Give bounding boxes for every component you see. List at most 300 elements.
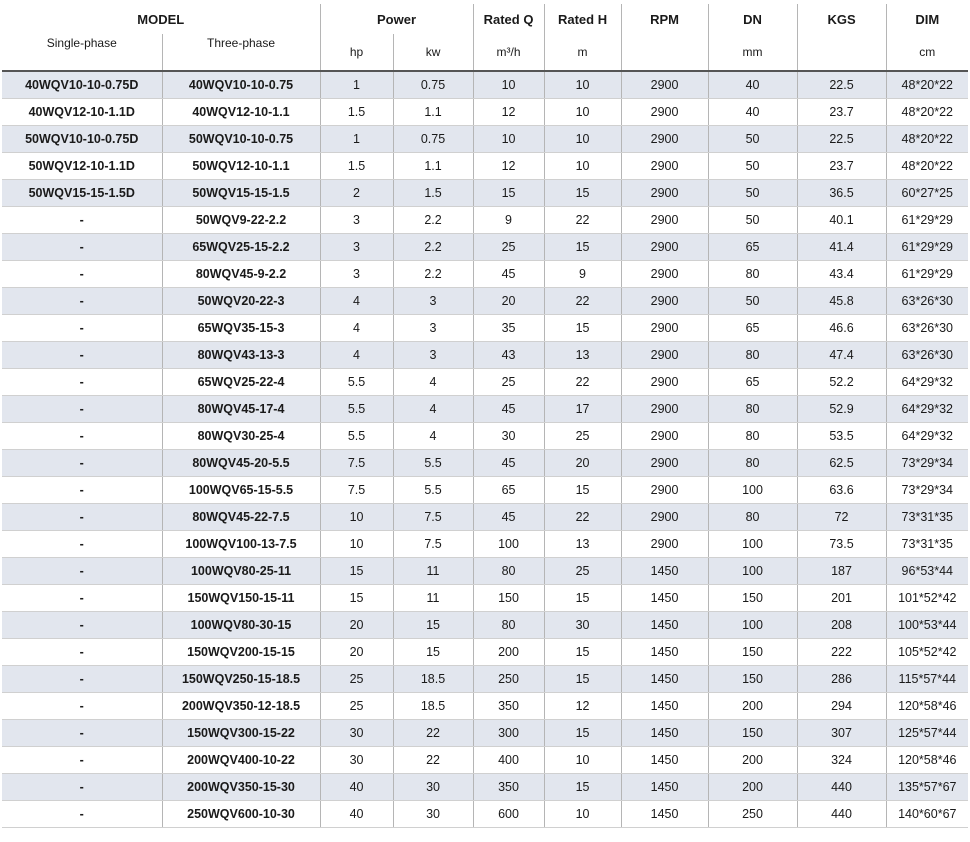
cell-kgs: 22.5 [797,71,886,98]
cell-power-kw: 3 [393,287,473,314]
cell-kgs: 222 [797,638,886,665]
cell-dim: 73*29*34 [886,476,968,503]
cell-dim: 115*57*44 [886,665,968,692]
cell-power-kw: 4 [393,368,473,395]
cell-single-phase-model: - [2,530,162,557]
table-row [2,449,968,476]
unit-kw: kw [393,34,473,71]
cell-power-kw: 3 [393,341,473,368]
table-row [2,233,968,260]
cell-kgs: 294 [797,692,886,719]
table-row [2,530,968,557]
cell-rated-h: 12 [544,692,621,719]
cell-rpm: 2900 [621,260,708,287]
cell-power-kw: 5.5 [393,476,473,503]
cell-three-phase-model: 40WQV10-10-0.75 [162,71,320,98]
cell-power-kw: 1.5 [393,179,473,206]
cell-rated-h: 15 [544,179,621,206]
table-row [2,746,968,773]
cell-power-hp: 40 [320,800,393,827]
cell-rated-q: 600 [473,800,544,827]
cell-kgs: 41.4 [797,233,886,260]
cell-rated-q: 200 [473,638,544,665]
cell-three-phase-model: 200WQV350-15-30 [162,773,320,800]
header-kgs: KGS [797,4,886,34]
cell-single-phase-model: - [2,719,162,746]
cell-dim: 63*26*30 [886,314,968,341]
cell-rpm: 2900 [621,287,708,314]
cell-rpm: 1450 [621,692,708,719]
cell-dn: 100 [708,476,797,503]
cell-three-phase-model: 100WQV80-30-15 [162,611,320,638]
unit-rated-h: m [544,34,621,71]
table-row [2,638,968,665]
cell-three-phase-model: 80WQV45-9-2.2 [162,260,320,287]
unit-rated-q: m³/h [473,34,544,71]
cell-dn: 200 [708,746,797,773]
cell-three-phase-model: 200WQV350-12-18.5 [162,692,320,719]
cell-power-kw: 0.75 [393,125,473,152]
cell-single-phase-model: - [2,476,162,503]
cell-three-phase-model: 50WQV12-10-1.1 [162,152,320,179]
cell-kgs: 187 [797,557,886,584]
cell-power-hp: 7.5 [320,449,393,476]
cell-rpm: 2900 [621,71,708,98]
cell-kgs: 23.7 [797,152,886,179]
cell-rated-h: 10 [544,800,621,827]
cell-three-phase-model: 250WQV600-10-30 [162,800,320,827]
cell-dn: 65 [708,368,797,395]
cell-rated-h: 22 [544,368,621,395]
cell-power-kw: 7.5 [393,530,473,557]
cell-three-phase-model: 50WQV15-15-1.5 [162,179,320,206]
table-row [2,665,968,692]
cell-power-kw: 30 [393,773,473,800]
cell-rated-q: 300 [473,719,544,746]
unit-dn: mm [708,34,797,71]
unit-dim: cm [919,45,936,59]
cell-power-hp: 1 [320,125,393,152]
cell-three-phase-model: 150WQV150-15-11 [162,584,320,611]
cell-single-phase-model: - [2,584,162,611]
cell-dn: 100 [708,611,797,638]
cell-kgs: 324 [797,746,886,773]
cell-rpm: 2900 [621,368,708,395]
cell-rated-h: 20 [544,449,621,476]
table-row [2,71,968,98]
cell-rated-q: 12 [473,98,544,125]
cell-power-kw: 18.5 [393,665,473,692]
cell-rated-q: 250 [473,665,544,692]
cell-power-kw: 7.5 [393,503,473,530]
cell-single-phase-model: - [2,368,162,395]
cell-dim: 63*26*30 [886,287,968,314]
header-dn: DN [708,4,797,34]
cell-three-phase-model: 80WQV45-22-7.5 [162,503,320,530]
table-row [2,800,968,827]
cell-power-hp: 10 [320,503,393,530]
cell-three-phase-model: 80WQV45-20-5.5 [162,449,320,476]
cell-power-kw: 30 [393,800,473,827]
header-rpm: RPM [621,4,708,34]
header-power: Power [320,4,473,34]
cell-single-phase-model: - [2,206,162,233]
cell-three-phase-model: 80WQV30-25-4 [162,422,320,449]
cell-rpm: 2900 [621,206,708,233]
cell-rated-h: 22 [544,287,621,314]
cell-power-hp: 4 [320,287,393,314]
cell-single-phase-model: - [2,557,162,584]
cell-three-phase-model: 40WQV12-10-1.1 [162,98,320,125]
cell-power-hp: 20 [320,638,393,665]
cell-single-phase-model: - [2,503,162,530]
cell-power-hp: 1.5 [320,98,393,125]
cell-rpm: 2900 [621,476,708,503]
unit-hp: hp [320,34,393,71]
table-row [2,422,968,449]
cell-rated-q: 25 [473,233,544,260]
cell-rpm: 2900 [621,98,708,125]
cell-rated-q: 350 [473,692,544,719]
cell-kgs: 45.8 [797,287,886,314]
cell-kgs: 440 [797,773,886,800]
table-row [2,503,968,530]
cell-kgs: 307 [797,719,886,746]
cell-dn: 50 [708,287,797,314]
cell-power-hp: 25 [320,665,393,692]
cell-rated-h: 10 [544,98,621,125]
cell-single-phase-model: - [2,287,162,314]
cell-single-phase-model: 50WQV15-15-1.5D [2,179,162,206]
cell-dim: 64*29*32 [886,368,968,395]
cell-rpm: 1450 [621,746,708,773]
cell-single-phase-model: 50WQV10-10-0.75D [2,125,162,152]
cell-rated-h: 15 [544,665,621,692]
cell-dim: 73*29*34 [886,449,968,476]
cell-power-hp: 4 [320,314,393,341]
table-row [2,719,968,746]
cell-dim: 100*53*44 [886,611,968,638]
cell-rated-q: 10 [473,125,544,152]
cell-power-hp: 15 [320,584,393,611]
cell-three-phase-model: 200WQV400-10-22 [162,746,320,773]
cell-power-hp: 30 [320,746,393,773]
cell-rated-q: 45 [473,503,544,530]
cell-dn: 80 [708,422,797,449]
cell-power-kw: 1.1 [393,98,473,125]
header-three-phase: Three-phase [162,34,320,71]
cell-power-kw: 0.75 [393,71,473,98]
cell-single-phase-model: - [2,746,162,773]
cell-dim: 61*29*29 [886,206,968,233]
cell-power-hp: 3 [320,233,393,260]
cell-rpm: 2900 [621,395,708,422]
cell-single-phase-model: - [2,665,162,692]
cell-rated-q: 9 [473,206,544,233]
cell-power-hp: 3 [320,260,393,287]
cell-rated-h: 9 [544,260,621,287]
table-row [2,476,968,503]
table-row [2,773,968,800]
cell-dim: 73*31*35 [886,503,968,530]
cell-single-phase-model: - [2,422,162,449]
cell-rpm: 2900 [621,314,708,341]
cell-kgs: 40.1 [797,206,886,233]
cell-dn: 150 [708,665,797,692]
cell-three-phase-model: 80WQV45-17-4 [162,395,320,422]
cell-dn: 65 [708,233,797,260]
cell-three-phase-model: 150WQV200-15-15 [162,638,320,665]
cell-rated-h: 15 [544,314,621,341]
cell-dim: 73*31*35 [886,530,968,557]
cell-rated-q: 43 [473,341,544,368]
cell-power-hp: 10 [320,530,393,557]
cell-single-phase-model: 50WQV12-10-1.1D [2,152,162,179]
cell-three-phase-model: 80WQV43-13-3 [162,341,320,368]
table-row [2,395,968,422]
cell-single-phase-model: - [2,800,162,827]
cell-single-phase-model: - [2,341,162,368]
cell-three-phase-model: 150WQV300-15-22 [162,719,320,746]
cell-single-phase-model: 40WQV12-10-1.1D [2,98,162,125]
cell-dim: 125*57*44 [886,719,968,746]
cell-kgs: 208 [797,611,886,638]
cell-rpm: 1450 [621,638,708,665]
cell-kgs: 53.5 [797,422,886,449]
cell-rated-h: 15 [544,476,621,503]
table-header [2,4,968,71]
cell-power-kw: 22 [393,746,473,773]
cell-rpm: 1450 [621,611,708,638]
cell-single-phase-model: - [2,611,162,638]
cell-rpm: 2900 [621,341,708,368]
cell-three-phase-model: 100WQV80-25-11 [162,557,320,584]
cell-kgs: 440 [797,800,886,827]
cell-dn: 40 [708,71,797,98]
cell-rpm: 1450 [621,773,708,800]
cell-power-kw: 2.2 [393,260,473,287]
cell-dn: 150 [708,638,797,665]
cell-dn: 50 [708,152,797,179]
cell-power-hp: 20 [320,611,393,638]
cell-dim: 140*60*67 [886,800,968,827]
cell-power-hp: 15 [320,557,393,584]
cell-dn: 200 [708,773,797,800]
cell-kgs: 43.4 [797,260,886,287]
cell-rated-q: 45 [473,449,544,476]
cell-dim: 64*29*32 [886,395,968,422]
cell-power-hp: 7.5 [320,476,393,503]
cell-rated-h: 25 [544,422,621,449]
cell-dn: 50 [708,125,797,152]
cell-dim: 48*20*22 [886,152,968,179]
cell-dim: 61*29*29 [886,233,968,260]
cell-three-phase-model: 65WQV25-15-2.2 [162,233,320,260]
cell-single-phase-model: - [2,314,162,341]
table-row [2,98,968,125]
cell-rated-h: 10 [544,152,621,179]
cell-three-phase-model: 50WQV10-10-0.75 [162,125,320,152]
cell-dn: 80 [708,503,797,530]
cell-three-phase-model: 100WQV65-15-5.5 [162,476,320,503]
cell-rated-h: 15 [544,773,621,800]
cell-dim: 120*58*46 [886,692,968,719]
cell-power-hp: 5.5 [320,395,393,422]
unit-kgs [797,34,886,71]
cell-single-phase-model: - [2,260,162,287]
table-row [2,692,968,719]
cell-power-hp: 4 [320,341,393,368]
cell-rated-q: 15 [473,179,544,206]
cell-dn: 80 [708,395,797,422]
cell-kgs: 52.9 [797,395,886,422]
table-row [2,557,968,584]
pump-spec-table [2,4,968,828]
cell-rated-q: 400 [473,746,544,773]
cell-rated-h: 17 [544,395,621,422]
cell-power-hp: 2 [320,179,393,206]
cell-rated-q: 65 [473,476,544,503]
header-rated-h: Rated H [544,4,621,34]
cell-power-hp: 25 [320,692,393,719]
cell-rated-q: 30 [473,422,544,449]
cell-dn: 40 [708,98,797,125]
cell-rated-h: 10 [544,746,621,773]
cell-kgs: 46.6 [797,314,886,341]
cell-dim: 48*20*22 [886,71,968,98]
cell-rated-h: 13 [544,341,621,368]
cell-rpm: 2900 [621,530,708,557]
cell-dim: 61*29*29 [886,260,968,287]
cell-rated-q: 25 [473,368,544,395]
cell-power-kw: 18.5 [393,692,473,719]
header-dim: DIM [915,11,940,27]
cell-power-kw: 2.2 [393,233,473,260]
cell-three-phase-model: 100WQV100-13-7.5 [162,530,320,557]
cell-rpm: 1450 [621,665,708,692]
cell-three-phase-model: 65WQV35-15-3 [162,314,320,341]
cell-power-kw: 3 [393,314,473,341]
cell-kgs: 23.7 [797,98,886,125]
cell-power-kw: 2.2 [393,206,473,233]
cell-rpm: 1450 [621,719,708,746]
cell-kgs: 47.4 [797,341,886,368]
cell-dn: 150 [708,584,797,611]
cell-rated-h: 30 [544,611,621,638]
cell-power-hp: 5.5 [320,368,393,395]
cell-power-kw: 22 [393,719,473,746]
cell-kgs: 36.5 [797,179,886,206]
cell-rpm: 2900 [621,152,708,179]
table-row [2,368,968,395]
cell-rpm: 2900 [621,179,708,206]
cell-kgs: 52.2 [797,368,886,395]
cell-rated-h: 15 [544,638,621,665]
cell-rated-q: 150 [473,584,544,611]
cell-rpm: 2900 [621,449,708,476]
table-row [2,152,968,179]
cell-rated-q: 10 [473,71,544,98]
cell-dim: 120*58*46 [886,746,968,773]
cell-power-kw: 1.1 [393,152,473,179]
cell-rpm: 1450 [621,584,708,611]
table-row [2,584,968,611]
cell-power-hp: 30 [320,719,393,746]
cell-three-phase-model: 150WQV250-15-18.5 [162,665,320,692]
cell-rated-h: 22 [544,206,621,233]
cell-rpm: 2900 [621,125,708,152]
cell-single-phase-model: - [2,692,162,719]
cell-power-hp: 5.5 [320,422,393,449]
cell-single-phase-model: - [2,233,162,260]
cell-power-kw: 5.5 [393,449,473,476]
cell-rated-h: 15 [544,233,621,260]
table-body [2,71,968,827]
cell-rated-q: 80 [473,557,544,584]
table-row [2,314,968,341]
table-row [2,287,968,314]
cell-single-phase-model: - [2,638,162,665]
cell-rated-q: 45 [473,395,544,422]
header-model: MODEL [2,4,320,34]
cell-dn: 200 [708,692,797,719]
cell-dim: 96*53*44 [886,557,968,584]
cell-rated-q: 80 [473,611,544,638]
unit-rpm [621,34,708,71]
table-row [2,206,968,233]
cell-kgs: 201 [797,584,886,611]
cell-three-phase-model: 50WQV20-22-3 [162,287,320,314]
cell-dn: 250 [708,800,797,827]
cell-single-phase-model: - [2,449,162,476]
cell-power-kw: 15 [393,638,473,665]
table-row [2,125,968,152]
cell-dim: 48*20*22 [886,98,968,125]
cell-power-kw: 11 [393,584,473,611]
cell-rated-h: 25 [544,557,621,584]
cell-rpm: 2900 [621,422,708,449]
cell-rated-h: 15 [544,584,621,611]
cell-three-phase-model: 50WQV9-22-2.2 [162,206,320,233]
cell-rpm: 2900 [621,233,708,260]
cell-dim: 105*52*42 [886,638,968,665]
cell-kgs: 286 [797,665,886,692]
header-single-phase: Single-phase [2,34,162,71]
cell-dn: 50 [708,206,797,233]
cell-rated-q: 45 [473,260,544,287]
cell-power-kw: 15 [393,611,473,638]
cell-power-kw: 11 [393,557,473,584]
cell-power-hp: 1.5 [320,152,393,179]
cell-dn: 150 [708,719,797,746]
cell-rated-q: 20 [473,287,544,314]
cell-dim: 63*26*30 [886,341,968,368]
cell-rated-q: 12 [473,152,544,179]
cell-dn: 65 [708,314,797,341]
cell-three-phase-model: 65WQV25-22-4 [162,368,320,395]
cell-rpm: 1450 [621,557,708,584]
cell-rated-q: 35 [473,314,544,341]
cell-power-kw: 4 [393,422,473,449]
cell-dn: 80 [708,341,797,368]
table-row [2,611,968,638]
cell-rated-q: 100 [473,530,544,557]
table-row [2,260,968,287]
table-row [2,179,968,206]
cell-rated-q: 350 [473,773,544,800]
cell-rated-h: 22 [544,503,621,530]
cell-power-hp: 1 [320,71,393,98]
